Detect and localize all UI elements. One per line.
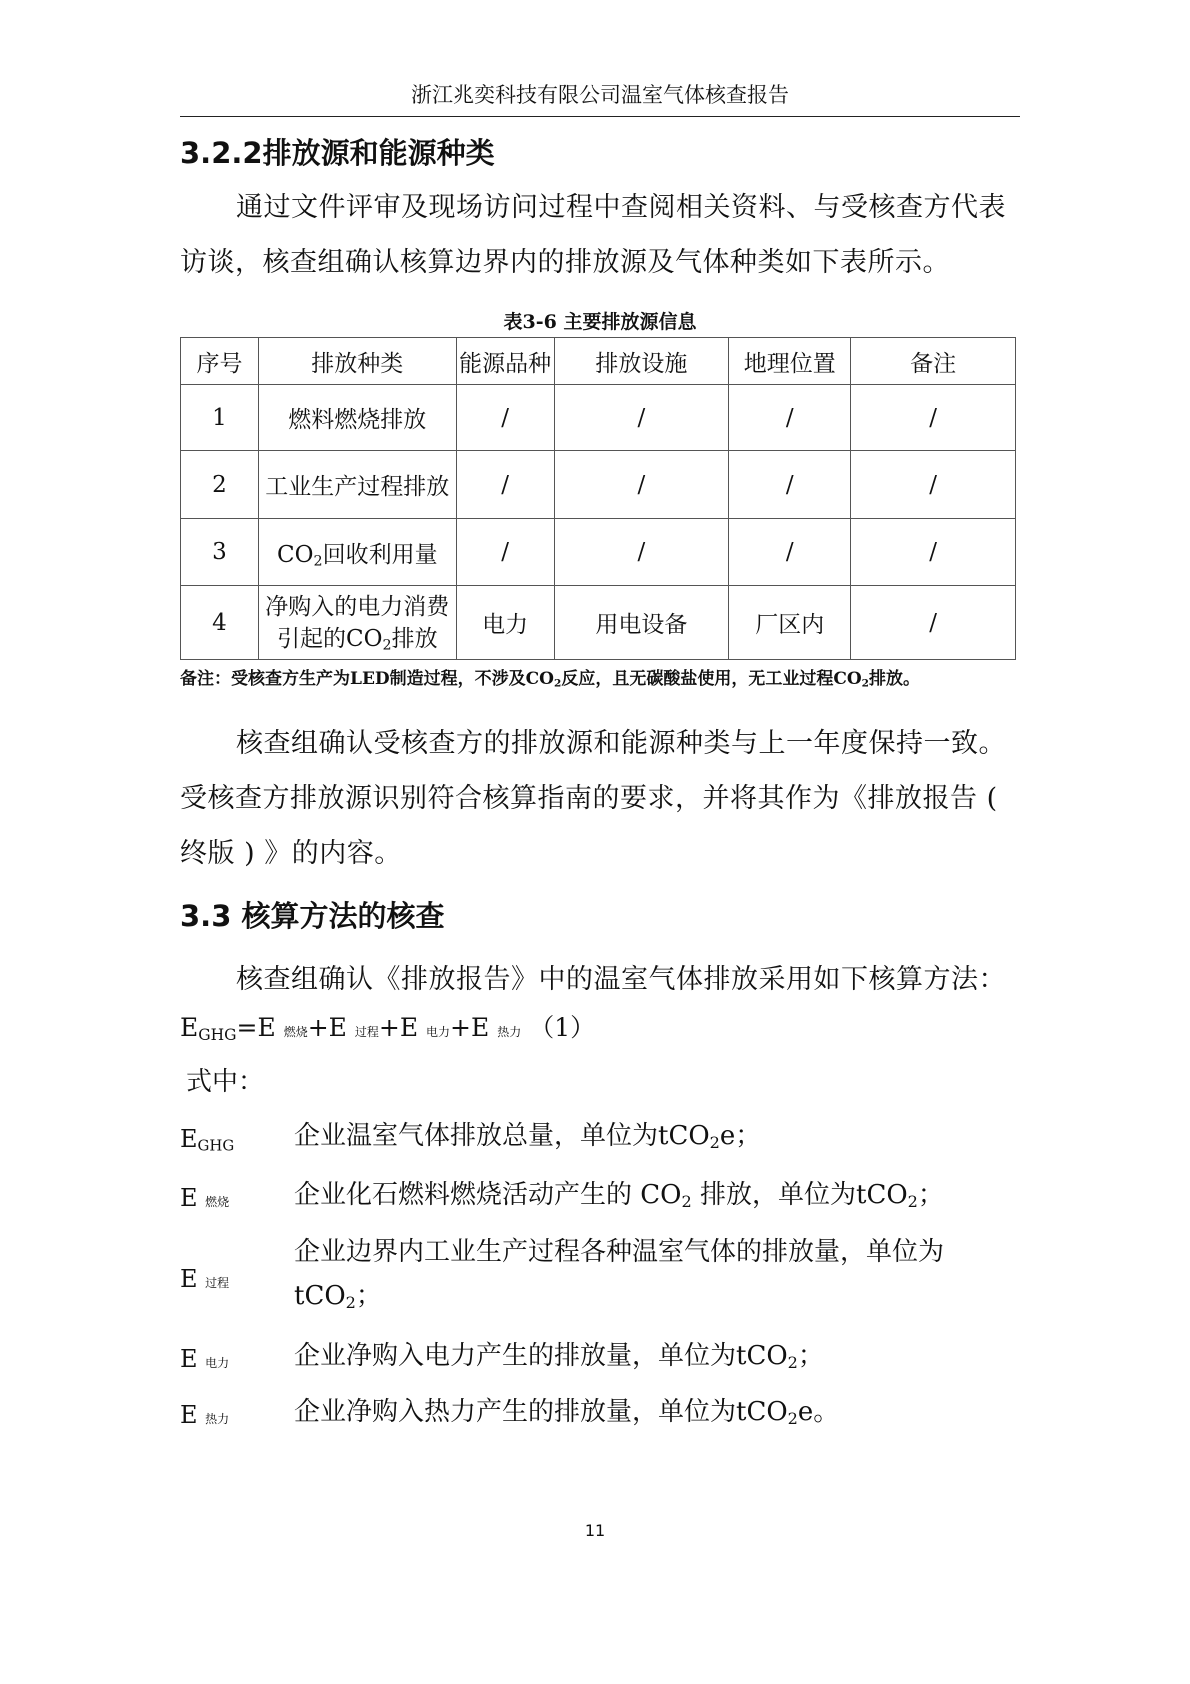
header-divider xyxy=(180,116,1020,117)
table-note xyxy=(180,666,1030,693)
definition-text xyxy=(294,1334,1014,1378)
where-label: 式中： xyxy=(186,1067,265,1097)
definition-symbol xyxy=(180,1261,229,1301)
cell-location: / xyxy=(729,385,851,451)
formula-plus-3: +E xyxy=(450,1013,498,1042)
header-location: 地理位置 xyxy=(729,338,851,385)
section-heading-3-3: 3.3 核算方法的核查 xyxy=(180,899,445,933)
cell-energy: / xyxy=(456,519,554,586)
definition-text xyxy=(294,1173,1014,1217)
cell-no: 4 xyxy=(181,586,259,660)
cell-type: 工业生产过程排放 xyxy=(258,451,456,519)
method-intro-paragraph: 核查组确认《排放报告》中的温室气体排放采用如下核算方法： xyxy=(236,964,1006,995)
cell-facility: / xyxy=(554,385,729,451)
note-text-1: 备注：受核查方生产为LED制造过程，不涉及CO xyxy=(180,669,554,689)
definition-symbol xyxy=(180,1341,229,1381)
def-sub: 2 xyxy=(787,1409,798,1429)
def-text-end: e； xyxy=(719,1121,762,1151)
symbol-e: E xyxy=(180,1184,206,1212)
co2-text: CO xyxy=(277,541,314,568)
note-text-2: 反应，且无碳酸盐使用，无工业过程CO xyxy=(561,669,862,689)
symbol-sub: 电力 xyxy=(205,1356,230,1370)
definition-symbol xyxy=(180,1121,234,1157)
header-no: 序号 xyxy=(181,338,259,385)
def-text-end: ； xyxy=(355,1281,382,1311)
note-subscript-2: 2 xyxy=(861,677,869,690)
table-row xyxy=(181,451,1016,519)
cell-type xyxy=(258,586,456,660)
def-text-end: e。 xyxy=(797,1397,840,1427)
def-sub-2: 2 xyxy=(907,1192,918,1212)
cell-energy: / xyxy=(456,385,554,451)
co2-subscript: 2 xyxy=(313,553,323,570)
type-suffix: 回收利用量 xyxy=(322,541,438,568)
cell-remark: / xyxy=(851,385,1016,451)
formula-term-1: 燃烧 xyxy=(283,1025,308,1039)
symbol-sub: 燃烧 xyxy=(205,1195,230,1209)
def-text: 企业温室气体排放总量，单位为tCO xyxy=(294,1121,710,1151)
header-facility: 排放设施 xyxy=(554,338,729,385)
def-sub: 2 xyxy=(709,1133,720,1153)
def-text: 企业净购入热力产生的排放量，单位为tCO xyxy=(294,1397,788,1427)
cell-remark: / xyxy=(851,586,1016,660)
symbol-e: E xyxy=(180,1125,198,1153)
formula-lhs: E xyxy=(180,1013,199,1042)
symbol-e: E xyxy=(180,1345,206,1373)
cell-location: / xyxy=(729,519,851,586)
definition-text xyxy=(294,1390,1014,1434)
def-text: 企业净购入电力产生的排放量，单位为tCO xyxy=(294,1341,788,1371)
type-line-1: 净购入的电力消费 xyxy=(265,593,450,620)
co2-subscript: 2 xyxy=(382,637,392,654)
cell-remark: / xyxy=(851,519,1016,586)
emission-source-table xyxy=(180,337,1016,660)
formula-plus-2: +E xyxy=(378,1013,427,1042)
def-text-end: ； xyxy=(797,1341,824,1371)
def-sub: 2 xyxy=(681,1192,692,1212)
def-text-mid: 排放，单位为tCO xyxy=(691,1180,908,1210)
formula-term-3: 电力 xyxy=(426,1025,451,1039)
page-number: 11 xyxy=(584,1521,606,1540)
cell-energy: 电力 xyxy=(456,586,554,660)
formula-term-4: 热力 xyxy=(497,1025,522,1039)
cell-location: / xyxy=(729,451,851,519)
cell-no: 1 xyxy=(181,385,259,451)
formula-plus-1: +E xyxy=(307,1013,355,1042)
symbol-sub: 热力 xyxy=(205,1412,230,1426)
header-remark: 备注 xyxy=(851,338,1016,385)
cell-facility: / xyxy=(554,519,729,586)
cell-facility: / xyxy=(554,451,729,519)
formula-number: （1） xyxy=(529,1013,596,1042)
formula-eq: =E xyxy=(236,1013,284,1042)
cell-no: 3 xyxy=(181,519,259,586)
note-text-3: 排放。 xyxy=(869,669,920,689)
definition-symbol xyxy=(180,1180,229,1220)
table-row xyxy=(181,385,1016,451)
section-intro-paragraph: 通过文件评审及现场访问过程中查阅相关资料、与受核查方代表访谈，核查组确认核算边界内的排放源及气体种类如下表所示。 xyxy=(180,192,1006,278)
table-row xyxy=(181,586,1016,660)
formula-term-2: 过程 xyxy=(354,1025,379,1039)
cell-type xyxy=(258,519,456,586)
def-text-end: ； xyxy=(917,1180,944,1210)
header-energy: 能源品种 xyxy=(456,338,554,385)
def-sub: 2 xyxy=(787,1353,798,1373)
cell-type: 燃料燃烧排放 xyxy=(258,385,456,451)
symbol-sub: 过程 xyxy=(205,1276,230,1290)
note-subscript-1: 2 xyxy=(554,677,562,690)
cell-no: 2 xyxy=(181,451,259,519)
type-line-2-suffix: 排放 xyxy=(391,625,438,652)
table-header-row xyxy=(181,338,1016,385)
cell-facility: 用电设备 xyxy=(554,586,729,660)
cell-location: 厂区内 xyxy=(729,586,851,660)
definition-text xyxy=(294,1230,1014,1318)
page-header: 浙江兆奕科技有限公司温室气体核查报告 xyxy=(411,83,789,107)
definition-symbol xyxy=(180,1397,229,1437)
table-caption: 表3-6 主要排放源信息 xyxy=(503,311,697,333)
table-row xyxy=(181,519,1016,586)
cell-remark: / xyxy=(851,451,1016,519)
conclusion-paragraph: 核查组确认受核查方的排放源和能源种类与上一年度保持一致。受核查方排放源识别符合核算指南的要求，并将其作为《排放报告 ( 终版 ) 》的内容。 xyxy=(180,728,1006,869)
def-sub: 2 xyxy=(345,1293,356,1313)
header-type: 排放种类 xyxy=(258,338,456,385)
def-text: 企业边界内工业生产过程各种温室气体的排放量，单位为tCO xyxy=(294,1237,945,1311)
def-text: 企业化石燃料燃烧活动产生的 CO xyxy=(294,1180,682,1210)
symbol-e: E xyxy=(180,1401,206,1429)
definition-text xyxy=(294,1114,1014,1158)
symbol-e: E xyxy=(180,1265,206,1293)
formula-lhs-sub: GHG xyxy=(198,1025,237,1044)
emission-formula xyxy=(180,1010,595,1050)
section-heading-3-2-2: 3.2.2排放源和能源种类 xyxy=(180,136,495,170)
type-line-2: 引起的CO xyxy=(277,625,383,652)
cell-energy: / xyxy=(456,451,554,519)
symbol-sub: GHG xyxy=(197,1136,235,1155)
